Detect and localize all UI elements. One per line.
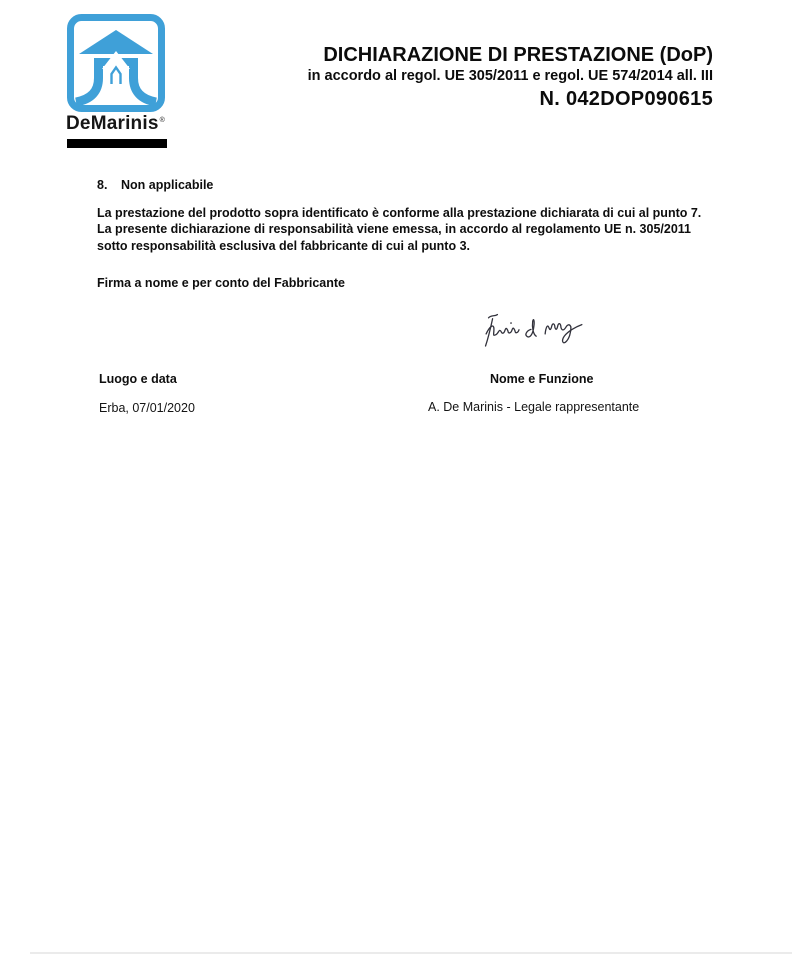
document-title: DICHIARAZIONE DI PRESTAZIONE (DoP) bbox=[323, 44, 713, 66]
page-bottom-edge bbox=[30, 952, 792, 954]
point-8-row bbox=[97, 178, 213, 192]
demarinis-logo-icon bbox=[67, 14, 165, 112]
paragraph-line: La presente dichiarazione di responsabilità viene emessa, in accordo al regolamento UE n. 305/2011 bbox=[97, 222, 691, 237]
handwritten-signature bbox=[480, 307, 603, 353]
document-subtitle: in accordo al regol. UE 305/2011 e regol. UE 574/2014 all. III bbox=[307, 68, 713, 84]
document-number: N. 042DOP090615 bbox=[539, 88, 713, 110]
registered-trademark-icon: ® bbox=[159, 116, 165, 124]
company-logo bbox=[66, 14, 170, 148]
name-function-label: Nome e Funzione bbox=[490, 372, 594, 386]
document-header bbox=[308, 44, 713, 110]
place-date-label: Luogo e data bbox=[99, 372, 177, 386]
paragraph-line: La prestazione del prodotto sopra identificato è conforme alla prestazione dichiarata di cui al punto 7. bbox=[97, 206, 702, 220]
point-text: Non applicabile bbox=[121, 178, 214, 192]
point-number: 8. bbox=[97, 178, 108, 192]
paragraph-line: sotto responsabilità esclusiva del fabbricante di cui al punto 3. bbox=[97, 238, 471, 253]
signature-caption: Firma a nome e per conto del Fabbricante bbox=[97, 276, 345, 290]
logo-brand-text: DeMarinis bbox=[66, 113, 159, 134]
declaration-paragraph bbox=[97, 205, 701, 254]
logo-wordmark bbox=[66, 113, 170, 135]
logo-underline-bar bbox=[67, 139, 167, 148]
place-date-value: Erba, 07/01/2020 bbox=[99, 401, 195, 415]
name-function-value: A. De Marinis - Legale rappresentante bbox=[428, 400, 640, 414]
